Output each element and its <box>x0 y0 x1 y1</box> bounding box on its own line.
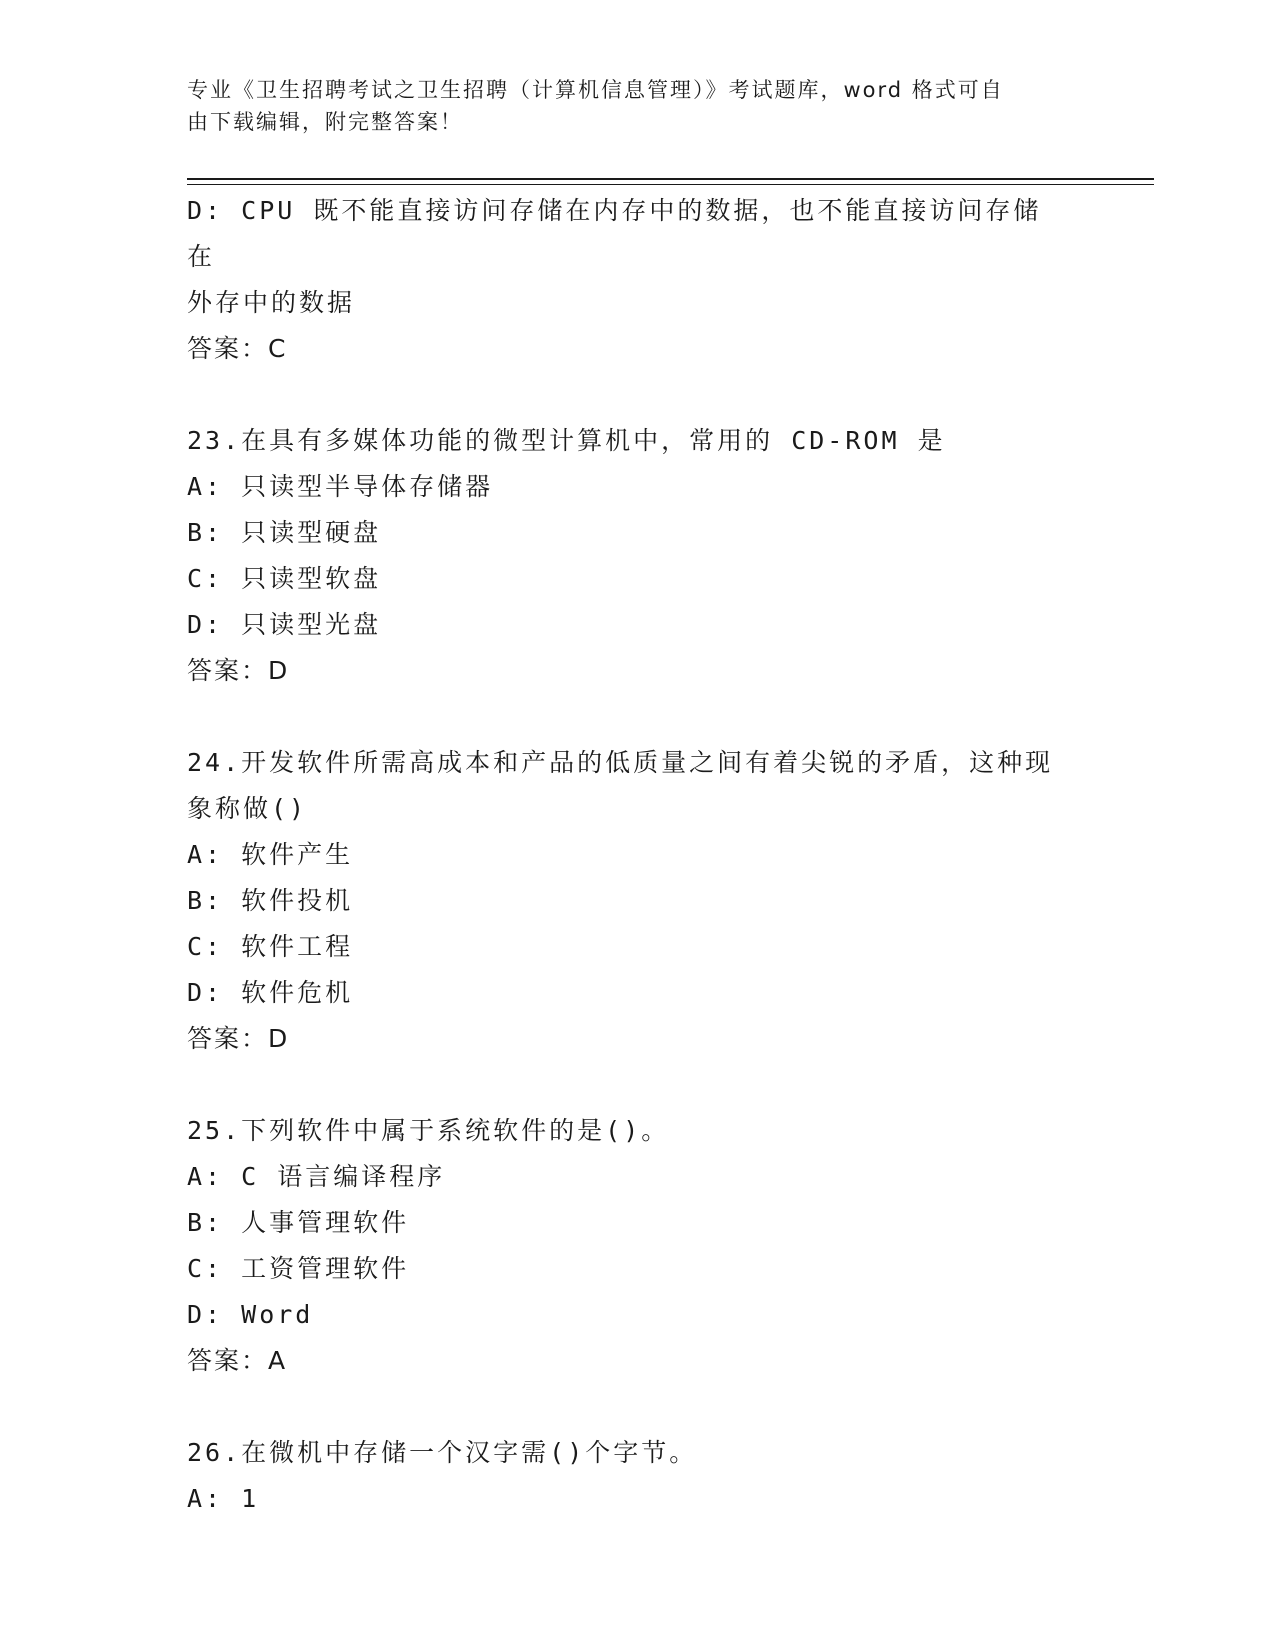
question-26 <box>187 1430 1067 1522</box>
answer-line: 答案：C <box>187 334 288 363</box>
question-text: 26.在微机中存储一个汉字需()个字节。 <box>187 1438 698 1467</box>
header-line-2: 由下载编辑，附完整答案！ <box>187 110 463 134</box>
option-a: A: 1 <box>187 1484 260 1513</box>
answer-line: 答案：D <box>187 656 290 685</box>
header-divider-thin <box>187 184 1154 185</box>
option-c: C: 只读型软盘 <box>187 564 382 593</box>
spacer <box>187 694 1067 740</box>
header-line-1: 专业《卫生招聘考试之卫生招聘（计算机信息管理）》考试题库，word 格式可自 <box>187 78 1004 102</box>
question-text: 24.开发软件所需高成本和产品的低质量之间有着尖锐的矛盾，这种现 <box>187 748 1054 777</box>
option-b: B: 人事管理软件 <box>187 1208 410 1237</box>
option-a: A: 软件产生 <box>187 840 354 869</box>
option-c: C: 工资管理软件 <box>187 1254 410 1283</box>
answer-line: 答案：D <box>187 1024 290 1053</box>
document-header <box>187 74 1067 138</box>
question-23 <box>187 418 1067 694</box>
spacer <box>187 1062 1067 1108</box>
option-b: B: 只读型硬盘 <box>187 518 382 547</box>
option-c: C: 软件工程 <box>187 932 354 961</box>
option-d: D: 只读型光盘 <box>187 610 382 639</box>
option-a: A: 只读型半导体存储器 <box>187 472 494 501</box>
option-d: D: Word <box>187 1300 314 1329</box>
question-text-continued: 象称做() <box>187 794 308 823</box>
question-text: 25.下列软件中属于系统软件的是()。 <box>187 1116 670 1145</box>
question-22-partial <box>187 188 1067 372</box>
answer-line: 答案：A <box>187 1346 288 1375</box>
spacer <box>187 1384 1067 1430</box>
question-24 <box>187 740 1067 1062</box>
option-d-continued: 外存中的数据 <box>187 288 356 317</box>
option-b: B: 软件投机 <box>187 886 354 915</box>
question-25 <box>187 1108 1067 1384</box>
option-d: D: CPU 既不能直接访问存储在内存中的数据，也不能直接访问存储在 <box>187 196 1042 271</box>
header-divider-thick <box>187 178 1154 180</box>
question-list <box>187 188 1067 1522</box>
option-d: D: 软件危机 <box>187 978 354 1007</box>
question-text: 23.在具有多媒体功能的微型计算机中，常用的 CD-ROM 是 <box>187 426 946 455</box>
spacer <box>187 372 1067 418</box>
option-a: A: C 语言编译程序 <box>187 1162 446 1191</box>
